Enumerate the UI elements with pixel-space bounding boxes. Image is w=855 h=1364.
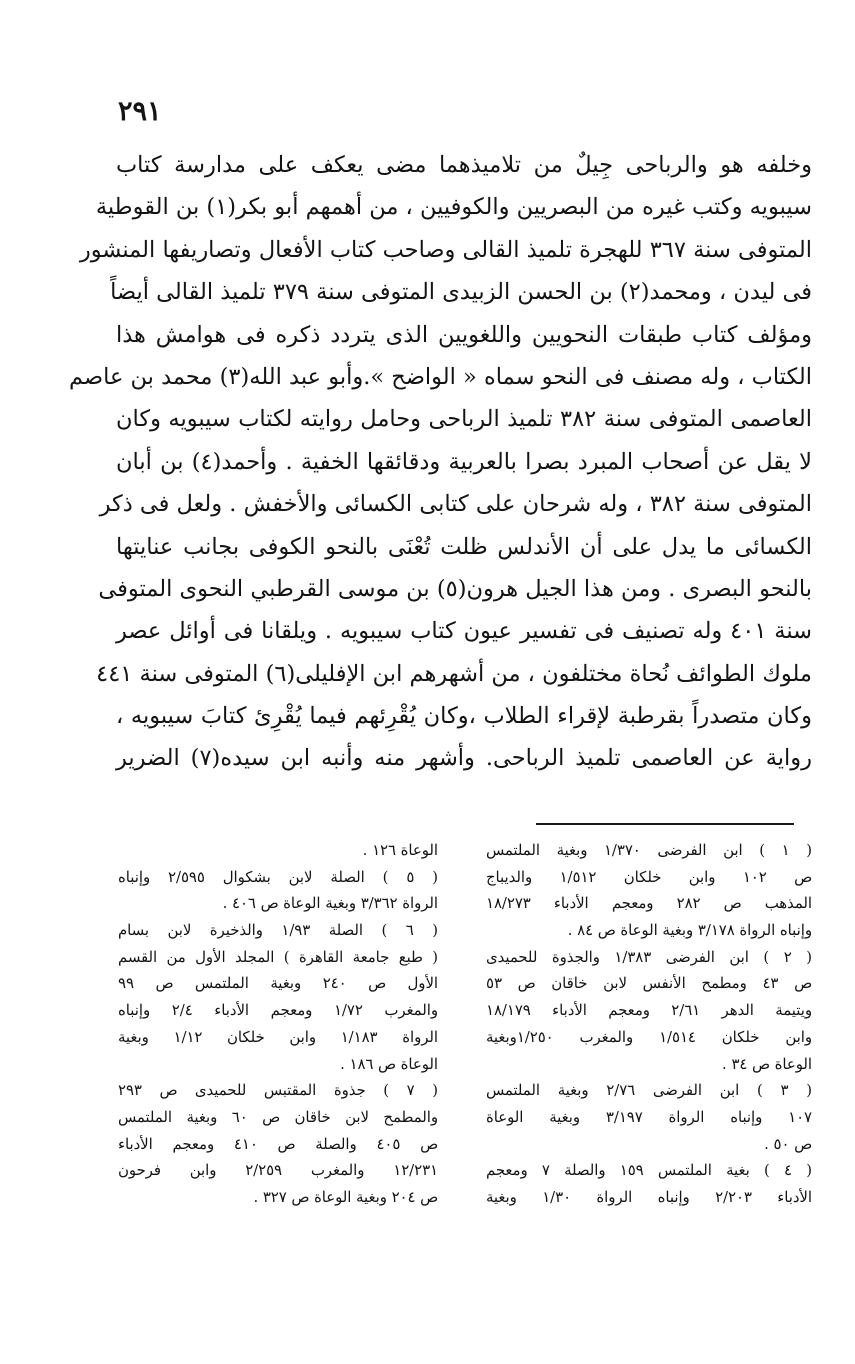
- body-line: سيبويه وكتب غيره من البصريين والكوفيين ، من أهمهم أبو بكر(١) بن القوطية: [95, 194, 812, 221]
- footnote-line: ( ١ ) ابن الفرضى ١/٣٧٠ وبغية الملتمس: [486, 842, 812, 859]
- footnote-line: ص ٤٣ ومطمح الأنفس لابن خاقان ص ٥٣: [486, 975, 812, 993]
- footnote-line: الرواة ٣/٣٦٢ وبغية الوعاة ص ٤٠٦ .: [222, 895, 438, 913]
- footnote-line: المذهب ص ٢٨٢ ومعجم الأدباء ١٨/٢٧٣: [486, 895, 812, 913]
- footnote-line: ( ٦ ) الصلة ١/٩٣ والذخيرة لابن بسام: [118, 922, 438, 940]
- footnote-line: ص ٢٠٤ وبغية الوعاة ص ٣٢٧ .: [253, 1188, 438, 1206]
- footnote-line: ( ٧ ) جذوة المقتبس للحميدى ص ٢٩٣: [118, 1082, 438, 1100]
- footnote-line: الرواة ١/١٨٣ وابن خلكان ١/١٢ وبغية: [118, 1028, 439, 1046]
- footnote-line: الوعاة ص ١٨٦ .: [340, 1055, 438, 1073]
- body-line: رواية عن العاصمى تلميذ الرباحى. وأشهر منه وأنبه ابن سيده(٧) الضرير: [116, 745, 812, 772]
- body-line: ملوك الطوائف نُحاة مختلفون ، من أشهرهم ابن الإفليلى(٦) المتوفى سنة ٤٤١: [96, 660, 812, 687]
- body-line: ومؤلف كتاب طبقات النحويين واللغويين الذى يتردد ذكره فى هوامش هذا: [116, 321, 812, 348]
- body-line: فى ليدن ، ومحمد(٢) بن الحسن الزبيدى المتوفى سنة ٣٧٩ تلميذ القالى أيضاً: [110, 279, 812, 306]
- footnote-line: وابن خلكان ١/٥١٤ والمغرب ١/٢٥٠وبغية: [486, 1028, 812, 1046]
- footnote-line: الوعاة ١٢٦ .: [362, 842, 438, 859]
- footnote-divider: [536, 823, 794, 825]
- footnote-line: وإنباه الرواة ٣/١٧٨ وبغية الوعاة ص ٨٤ .: [567, 922, 812, 940]
- footnote-line: الأدباء ٢/٢٠٣ وإنباه الرواة ١/٣٠ وبغية: [486, 1188, 812, 1206]
- footnote-line: ص ١٠٢ وابن خلكان ١/٥١٢ والديباج: [486, 868, 813, 886]
- body-line: الكتاب ، وله مصنف فى النحو سماه « الواضح ».وأبو عبد الله(٣) محمد بن عاصم: [69, 363, 812, 390]
- body-line: وكان متصدراً بقرطبة لإقراء الطلاب ،وكان يُقْرِئهم فيما يُقْرِئ كتابَ سيبويه ،: [116, 703, 812, 730]
- footnote-line: الوعاة ص ٣٤ .: [722, 1055, 812, 1073]
- footnote-line: والمطمح لابن خاقان ص ٦٠ وبغية الملتمس: [118, 1108, 438, 1126]
- body-line: العاصمى المتوفى سنة ٣٨٢ تلميذ الرباحى وحامل روايته لكتاب سيبويه وكان: [116, 406, 812, 433]
- footnote-line: ( ٢ ) ابن الفرضى ١/٣٨٣ والجذوة للحميدى: [486, 948, 813, 966]
- body-line: المتوفى سنة ٣٦٧ للهجرة تلميذ القالى وصاحب كتاب الأفعال وتصاريفها المنشور: [79, 236, 812, 263]
- footnote-line: ١٠٧ وإنباه الرواة ٣/١٩٧ وبغية الوعاة: [486, 1108, 812, 1126]
- footnote-line: ( ٣ ) ابن الفرضى ٢/٧٦ وبغية الملتمس: [486, 1082, 813, 1100]
- footnote-line: ص ٤٠٥ والصلة ص ٤١٠ ومعجم الأدباء: [118, 1135, 438, 1153]
- body-line: المتوفى سنة ٣٨٢ ، وله شرحان على كتابى الكسائى والأخفش . ولعل فى ذكر: [99, 491, 812, 518]
- page-number: ٢٩١: [118, 96, 162, 127]
- body-line: الكسائى ما يدل على أن الأندلس ظلت تُعْنَى بالنحو الكوفى بجانب عنايتها: [116, 533, 812, 560]
- footnote-line: والمغرب ١/٧٢ ومعجم الأدباء ٢/٤ وإنباه: [118, 1002, 438, 1020]
- body-line: وخلفه هو والرباحى جِيلٌ من تلاميذهما مضى يعكف على مدارسة كتاب: [116, 152, 812, 178]
- footnotes-right-column: [486, 838, 812, 1212]
- footnote-line: ( ٥ ) الصلة لابن بشكوال ٢/٥٩٥ وإنباه: [118, 868, 438, 886]
- footnotes-left-column: [118, 838, 438, 1212]
- footnote-line: ( ٤ ) بغية الملتمس ١٥٩ والصلة ٧ ومعجم: [486, 1162, 812, 1180]
- body-line: سنة ٤٠١ وله تصنيف فى تفسير عيون كتاب سيبويه . ويلقانا فى أوائل عصر: [116, 618, 813, 645]
- footnote-line: ١٢/٢٣١ والمغرب ٢/٢٥٩ وابن فرحون: [118, 1162, 438, 1180]
- body-line: بالنحو البصرى . ومن هذا الجيل هرون(٥) بن موسى القرطبي النحوى المتوفى: [98, 575, 812, 602]
- footnote-line: ( طبع جامعة القاهرة ) المجلد الأول من القسم: [118, 948, 438, 966]
- footnote-line: الأول ص ٢٤٠ وبغية الملتمس ص ٩٩: [118, 975, 438, 993]
- footnote-line: ص ٥٠ .: [764, 1135, 812, 1153]
- body-line: لا يقل عن أصحاب المبرد بصرا بالعربية ودقائقها الخفية . وأحمد(٤) بن أبان: [116, 448, 812, 475]
- footnote-line: ويتيمة الدهر ٢/٦١ ومعجم الأدباء ١٨/١٧٩: [486, 1002, 812, 1020]
- body-text: [69, 144, 813, 780]
